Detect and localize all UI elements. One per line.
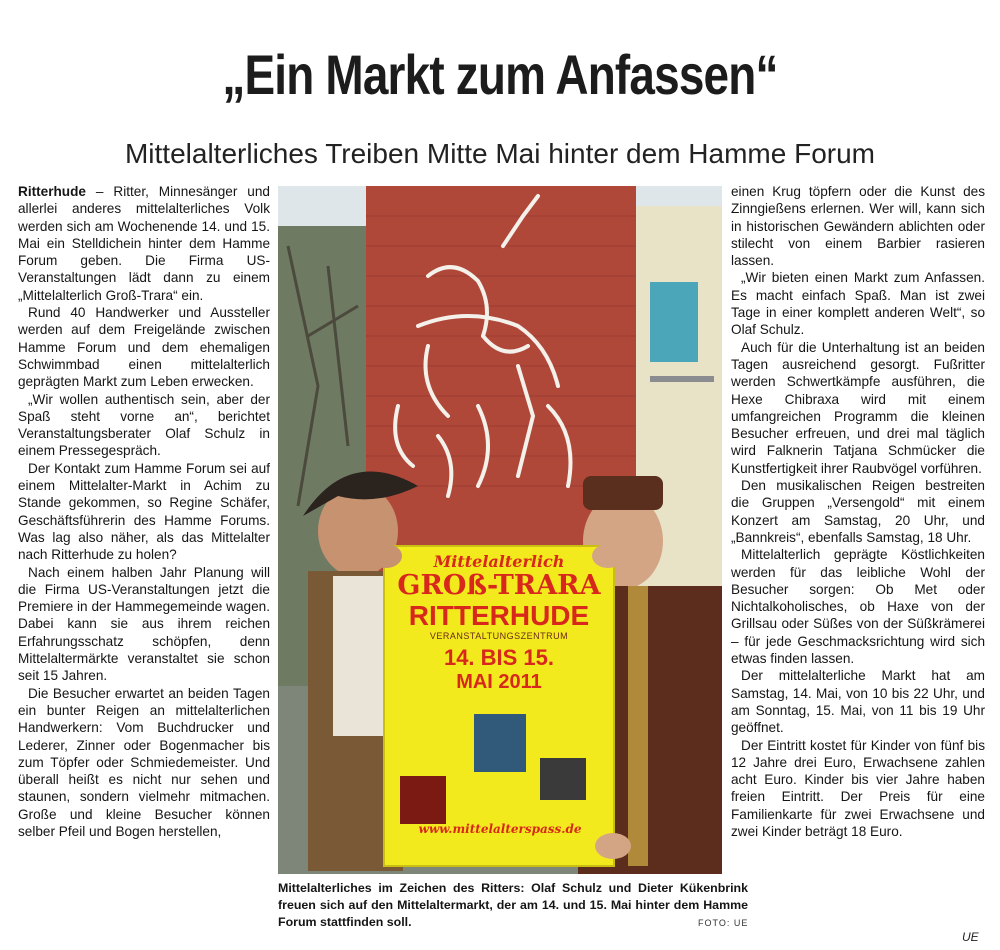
- article-paragraph: [18, 183, 270, 304]
- article-headline: „Ein Markt zum Anfassen“: [222, 43, 778, 106]
- photo-caption: Mittelalterliches im Zeichen des Ritters: Olaf Schulz und Dieter Kükenbrink freuen sich auf den Mittelaltermarkt, der am 14. und 15. Mai hinter dem Hamme Forum stattfinden soll.: [278, 881, 748, 929]
- article-paragraph: einen Krug töpfern oder die Kunst des Zinngießens erlernen. Wer will, kann sich in historischen Gewändern ablichten oder stilecht von einem Barbier rasieren lassen.: [731, 184, 985, 269]
- photo-credit: FOTO: UE: [698, 918, 749, 928]
- article-paragraph: „Wir bieten einen Markt zum Anfassen. Es macht einfach Spaß. Man ist zwei Tage in einer komplett anderen Welt“, so Olaf Schulz.: [731, 270, 985, 338]
- author-initials: UE: [962, 930, 979, 944]
- event-poster: [384, 552, 614, 693]
- article-paragraph: Der Eintritt kostet für Kinder von fünf bis 12 Jahre drei Euro, Erwachsene zahlen acht Euro. Kinder bis vier Jahre haben freien Eintritt. Der Preis für eine Familienkarte für zwei Erwachsene und zwei Kinder beträgt 18 Euro.: [731, 737, 985, 839]
- paragraph-text: – Ritter, Minnesänger und allerlei anderes mittelalterliches Volk werden sich am Wochenende 14. und 15. Mai ein Stelldichein hinter dem Hamme Forum geben. Die Firma US-Veranstaltungen lädt dann zu einem „Mittelalterlich Groß-Trara“ ein.: [18, 184, 270, 303]
- article-paragraph: „Wir wollen authentisch sein, aber der Spaß steht vorne an“, berichtet Veranstaltungsberater Olaf Schulz in einem Pressegespräch.: [18, 391, 270, 459]
- article-paragraph: Rund 40 Handwerker und Aussteller werden auf dem Freigelände zwischen Hamme Forum und dem ehemaligen Schwimmbad einen mittelalterlich geprägten Markt zum Leben erwecken.: [18, 305, 270, 390]
- photo-illustration: [278, 186, 722, 874]
- article-paragraph: Der mittelalterliche Markt hat am Samstag, 14. Mai, von 10 bis 22 Uhr, und am Sonntag, 15. Mai, von 11 bis 19 Uhr geöffnet.: [731, 668, 985, 736]
- article-column-right: [731, 183, 985, 945]
- article-paragraph: Den musikalischen Reigen bestreiten die Gruppen „Versengold“ mit einem Konzert am Samstag, 20 Uhr, und „Bannkreis“, ebenfalls Samstag, 18 Uhr.: [731, 478, 985, 545]
- article-paragraph: Mittelalterlich geprägte Köstlichkeiten werden für das leibliche Wohl der Besucher sorgen: Ob Met oder Nichtalkoholisches, ob Haxe von der Grillsau oder Süßes von der Süßkrämerei – für jede Geschmacksrichtung wird sich etwas finden lassen.: [731, 547, 985, 667]
- poster-line: RITTERHUDE: [408, 600, 590, 631]
- dateline: Ritterhude: [18, 184, 86, 199]
- poster-line: 14. BIS 15.: [443, 645, 555, 670]
- article-paragraph: Die Besucher erwartet an beiden Tagen ein bunter Reigen an mittelalterlichen Handwerkern: Vom Buchdrucker und Lederer, Zinner oder Bogenmacher bis zum Töpfer oder Schmiedemeister. Und überall heißt es nicht nur sehen und staunen, sondern vielmehr mitmachen. Große und kleine Besucher können selber Pfeil und Bogen herstellen,: [18, 685, 270, 839]
- poster-line: MAI 2011: [456, 671, 542, 693]
- poster-line: VERANSTALTUNGSZENTRUM: [429, 631, 569, 641]
- article-paragraph: Auch für die Unterhaltung ist an beiden Tagen ausreichend gesorgt. Fußritter werden Schwertkämpfe ausführen, die Hexe Chibraxa wird mit einem umfangreichen Programm die kleinen Besucher erfreuen, und drei mal täglich wird Falknerin Tatjana Schmücker die Kunstfertigkeit ihrer Raubvögel vorführen.: [731, 339, 985, 476]
- poster-line: Mittelalterlich: [433, 552, 565, 571]
- article-subheadline: Mittelalterliches Treiben Mitte Mai hinter dem Hamme Forum: [124, 138, 875, 169]
- article-photo: [278, 186, 722, 874]
- poster-url: www.mittelalterspass.de: [418, 822, 582, 836]
- poster-line: GROß-TRARA: [397, 570, 601, 601]
- article-paragraph: Nach einem halben Jahr Planung will die Firma US-Veranstaltungen jetzt die Premiere in der Hammegemeinde wagen. Dabei kann sie aus ihrem reichen Erfahrungsschatz schöpfen, denn Mittelaltermärkte veranstaltet sie schon seit 15 Jahren.: [18, 564, 270, 684]
- article-paragraph: Der Kontakt zum Hamme Forum sei auf einem Mittelalter-Markt in Achim zu Stande gekommen, so Regine Schäfer, Geschäftsführerin des Hamme Forums. Was lag also näher, als das Mittelalter nach Ritterhude zu holen?: [18, 460, 270, 563]
- article-column-left: [18, 183, 270, 945]
